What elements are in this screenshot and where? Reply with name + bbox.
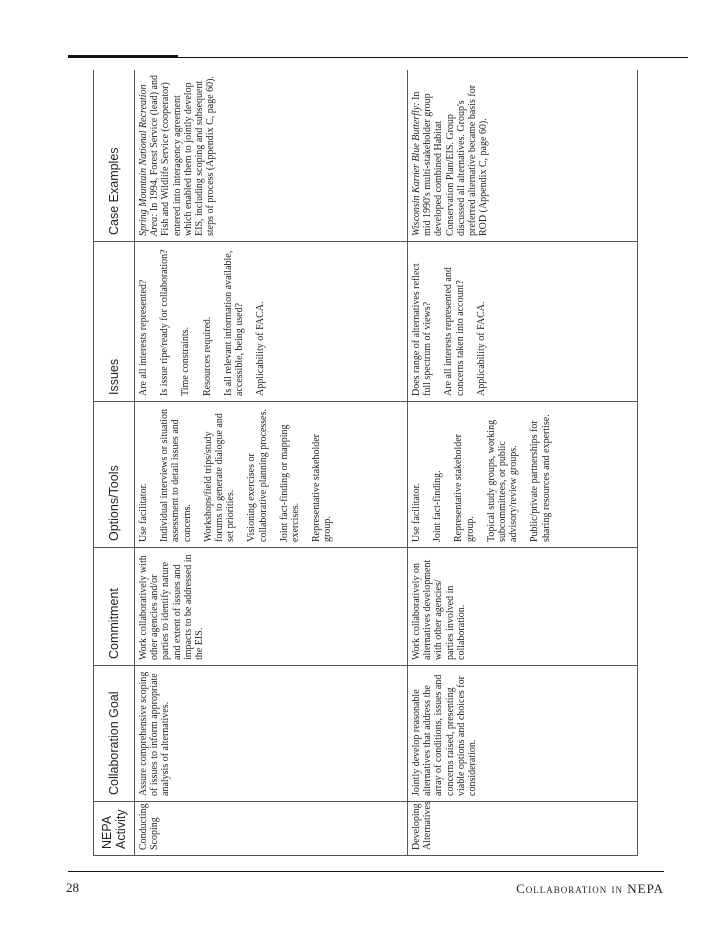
option-item: Representative stakeholder group. [453,433,476,542]
case-example-name: Wisconsin Karner Blue Butterfly: [411,102,422,236]
cell-issues [135,242,408,402]
collaboration-table [93,70,638,856]
case-example-name: Spring Mountain National Recreation Area: [138,84,161,236]
running-footer-title: Collaboration in NEPA [516,881,664,896]
cell-issues [408,242,638,402]
option-item: Visioning exercises or collaborative planning processes. [246,408,269,542]
option-item: Use facilitator. [138,483,149,542]
header-nepa-activity: NEPA Activity [94,802,135,856]
cell-commitment: Work collaboratively on alternatives development with other agencies/ parties involved in collaboration. [408,548,638,666]
header-options-tools: Options/Tools [94,402,135,548]
header-issues: Issues [94,242,135,402]
cell-options [408,402,638,548]
cell-case-example [408,70,638,242]
cell-goal: Assure comprehensive scoping of issues to inform appropriate analysis of alternatives. [135,666,408,802]
table-row [408,70,638,856]
header-commitment: Commitment [94,548,135,666]
issue-item: Are all interests represented? [138,279,149,396]
option-item: Topical study groups, working subcommittees, or public advisory/review groups. [485,419,520,542]
header-rule [68,57,688,58]
page-number: 28 [66,880,79,895]
table-header-row [94,70,135,856]
rotated-table-region [93,70,638,856]
case-example-text: In mid 1990's multi-stakeholder group developed combined Habitat Conservation Plan/EIS. Group discussed all alternatives. Group's preferred alternative became basis for ROD (Appendix C, page 60). [411,84,490,236]
cell-goal: Jointly develop reasonable alternatives that address the array of conditions, issues and concerns raised, presenting viable options and choices for consideration. [408,666,638,802]
issue-item: Applicability of FACA. [475,301,487,396]
cell-case-example [135,70,408,242]
footer-rule [68,871,664,872]
issue-item: Are all interests represented and concerns taken into account? [443,267,466,396]
issue-item: Does range of alternatives reflect full spectrum of views? [411,263,434,396]
header-collaboration-goal: Collaboration Goal [94,666,135,802]
cell-activity: Conducting Scoping [135,802,408,856]
issue-item: Resources required. [201,316,213,396]
case-example-text: In 1994, Forest Service (lead) and Fish and Wildlife Service (cooperator) entered into interagency agreement which enabled them to jointly develop EIS, including scoping and subsequent steps of process (Appendix C, page 60). [149,75,217,236]
option-item: Individual interviews or situation assessment to detail issues and concerns. [159,408,193,542]
issue-item: Is issue ripe/ready for collaboration? [159,249,171,396]
option-item: Representative stakeholder group. [311,433,334,542]
cell-commitment: Work collaboratively with other agencies and/or parties to identify nature and extent of issues and impacts to be addressed in the EIS. [135,548,408,666]
issue-item: Applicability of FACA. [255,301,267,396]
option-item: Workshops/field trips/study forums to generate dialogue and set priorities. [202,413,237,542]
option-item: Joint fact-finding or mapping exercises. [278,424,302,542]
table-row [135,70,408,856]
issue-item: Time constraints. [180,326,192,396]
issue-item: Is all relevant information available, accessible, being used? [222,250,246,396]
option-item: Use facilitator. [411,483,422,542]
header-case-examples: Case Examples [94,70,135,242]
table-rotator [93,70,638,856]
cell-activity: Developing Alternatives [408,802,638,856]
cell-options [135,402,408,548]
option-item: Public/private partnerships for sharing resources and expertise. [529,414,552,542]
option-item: Joint fact-finding. [432,470,444,542]
